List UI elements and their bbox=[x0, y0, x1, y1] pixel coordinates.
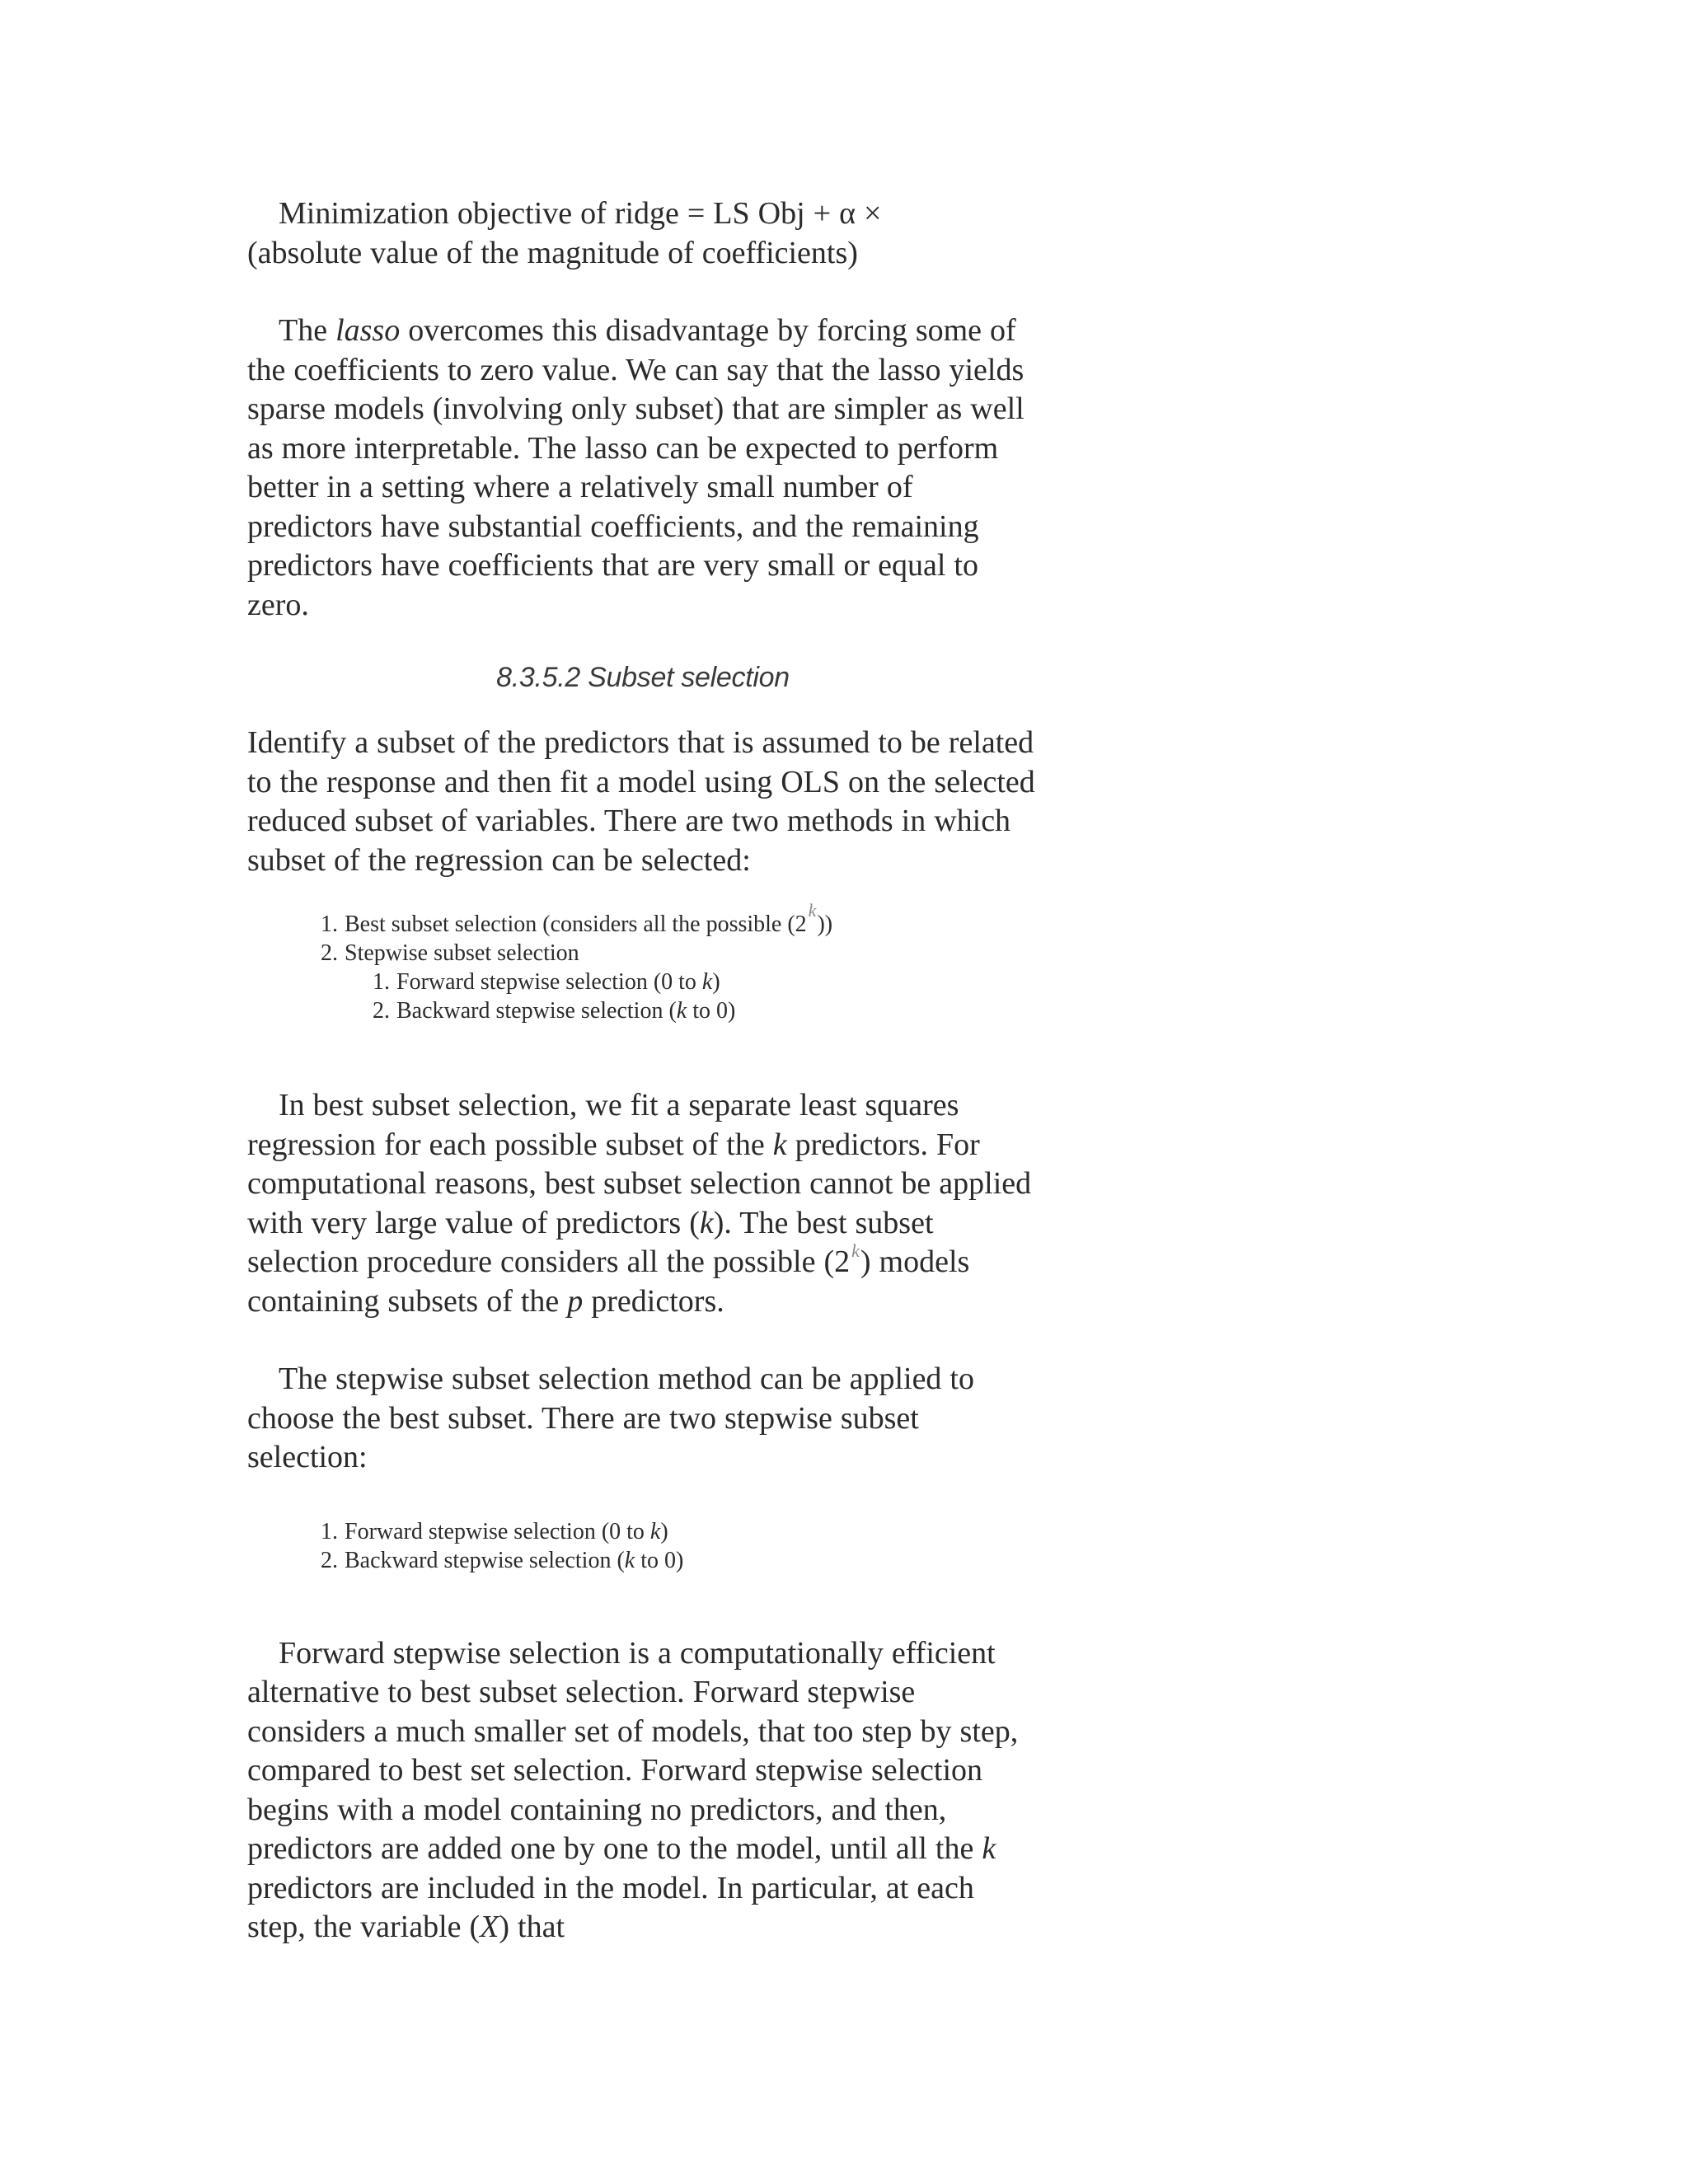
lasso-text-start: The bbox=[279, 313, 336, 348]
variable-p: p bbox=[567, 1283, 584, 1319]
list-number: 2. bbox=[321, 1547, 338, 1573]
paragraph-text: ) that bbox=[499, 1910, 565, 1944]
paragraph-text: ) models containing subsets of the bbox=[247, 1244, 970, 1319]
list-item-text: Stepwise subset selection bbox=[345, 940, 579, 966]
list-item-tail: )) bbox=[817, 912, 833, 937]
sub-list-item bbox=[247, 996, 1039, 1025]
variable-k: k bbox=[982, 1831, 996, 1866]
list-item bbox=[247, 1517, 1039, 1546]
section-heading: 8.3.5.2 Subset selection bbox=[496, 662, 790, 693]
list-number: 2. bbox=[321, 940, 338, 966]
ridge-objective-line-2: (absolute value of the magnitude of coefficients) bbox=[247, 235, 858, 270]
list-item bbox=[247, 939, 1039, 968]
paragraph-text: Forward stepwise selection is a computationally efficient alternative to best subset selection. Forward stepwise considers a much smaller set of models, that too step by step, compared to best set selection. Forward stepwise selection begins with a model containing no predictors, and then, predictors are added one by one to the model, until all the bbox=[247, 1635, 1019, 1866]
variable-k: k bbox=[699, 1205, 714, 1240]
forward-stepwise-paragraph bbox=[247, 1634, 1039, 1947]
list-item-text: Backward stepwise selection ( bbox=[345, 1547, 625, 1573]
paragraph-text: ). The best subset selection procedure considers all the possible (2 bbox=[247, 1205, 934, 1279]
list-item-text: Forward stepwise selection (0 to bbox=[345, 1518, 650, 1544]
lasso-term: lasso bbox=[335, 313, 401, 348]
ridge-objective-paragraph bbox=[247, 194, 1039, 273]
variable-k: k bbox=[624, 1547, 635, 1573]
list-item-tail: to 0) bbox=[635, 1547, 684, 1573]
subset-methods-list bbox=[247, 900, 1039, 1025]
lasso-text-rest: overcomes this disadvantage by forcing some of the coefficients to zero value. We can say that the lasso yields sparse models (involving only subset) that are simpler as well as more interpretable. The lasso can be expected to perform better in a setting where a relatively small number of predictors have substantial coefficients, and the remaining predictors have coefficients that are very small or equal to zero. bbox=[247, 313, 1025, 622]
variable-x: X bbox=[480, 1910, 499, 1944]
document-page bbox=[247, 194, 1039, 1947]
paragraph-text: In best subset selection, we fit a separate least squares regression for each possible subset of the bbox=[247, 1088, 959, 1162]
paragraph-text: predictors. bbox=[583, 1283, 724, 1319]
list-number: 2. bbox=[373, 998, 390, 1024]
subset-intro-paragraph: Identify a subset of the predictors that is assumed to be related to the response and then fit a model using OLS on the selected reduced subset of variables. There are two methods in which subset of the regression can be selected: bbox=[247, 725, 1035, 878]
best-subset-paragraph bbox=[247, 1086, 1039, 1321]
list-item-tail: ) bbox=[712, 969, 720, 995]
stepwise-methods-list bbox=[247, 1517, 1039, 1575]
exponent-k: k bbox=[808, 900, 817, 921]
paragraph-text: predictors are included in the model. In particular, at each step, the variable ( bbox=[247, 1870, 974, 1944]
list-item-tail: ) bbox=[660, 1518, 668, 1544]
list-item-text: Backward stepwise selection ( bbox=[396, 998, 677, 1024]
sub-list-item bbox=[247, 968, 1039, 996]
variable-k: k bbox=[772, 1127, 787, 1162]
paragraph-text: predictors. For computational reasons, best subset selection cannot be applied with very large value of predictors ( bbox=[247, 1127, 1032, 1240]
variable-k: k bbox=[649, 1518, 661, 1544]
list-number: 1. bbox=[321, 912, 338, 937]
exponent-k: k bbox=[851, 1240, 860, 1261]
lasso-paragraph bbox=[247, 312, 1039, 625]
list-item bbox=[247, 1546, 1039, 1575]
stepwise-paragraph: The stepwise subset selection method can be applied to choose the best subset. There are two stepwise subset selection: bbox=[247, 1361, 974, 1474]
list-item-text: Forward stepwise selection (0 to bbox=[396, 969, 702, 995]
list-item bbox=[247, 900, 1039, 939]
ridge-objective-line-1: Minimization objective of ridge = LS Obj + α × bbox=[279, 196, 882, 231]
list-item-text: Best subset selection (considers all the possible (2 bbox=[345, 912, 807, 937]
variable-k: k bbox=[676, 998, 687, 1024]
variable-k: k bbox=[701, 969, 713, 995]
list-number: 1. bbox=[321, 1518, 338, 1544]
list-number: 1. bbox=[373, 969, 390, 995]
list-item-tail: to 0) bbox=[687, 998, 736, 1024]
